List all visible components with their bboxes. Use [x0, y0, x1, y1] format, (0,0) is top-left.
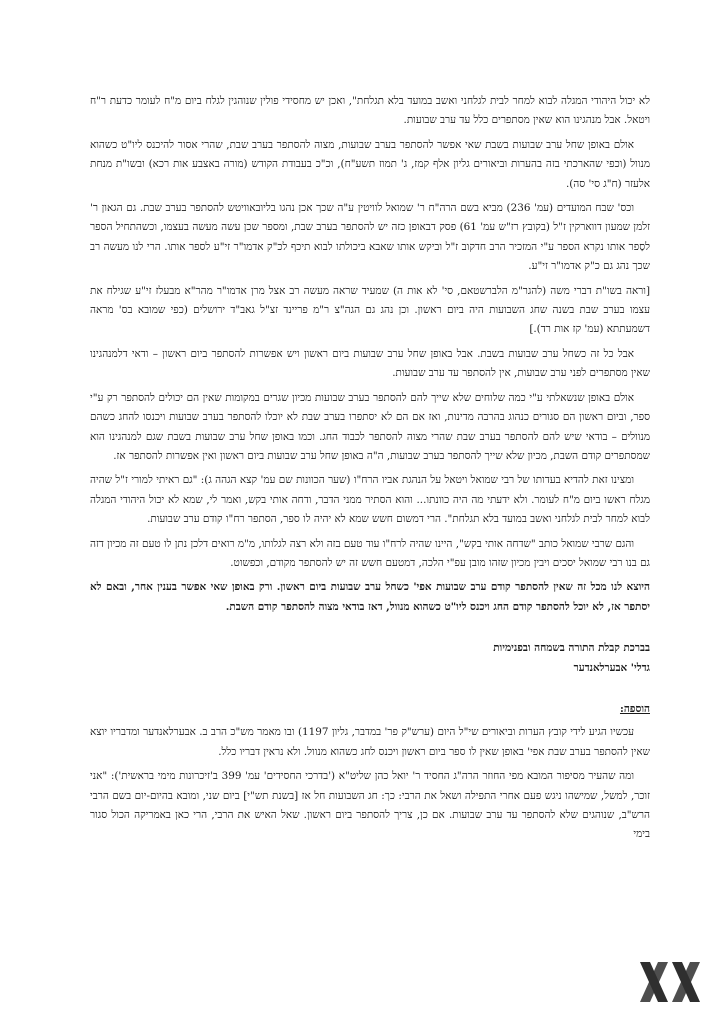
publisher-logo-icon: [636, 956, 706, 1008]
body-paragraph: אולם באופן שנשאלתי ע"י כמה שלוחים שלא שייך להם להסתפר בערב שבועות מכיון שגרים במקומות שאין הם יכולים להסתפר רק ע"י ספר, וביום ראשון הם סגורים כנהוג בהרבה מדינות, ואז אם הם לא יסתפרו בערב שבת לא יוכלו להסתפר בערב שבועות ויכנסו להחג כשהם מנוולים – בודאי שיש להם להסתפר בערב שבת שהרי מצוה להסתפר לכבוד החג. וכמו באופן שחל ערב שבועות בשבת שגם למנהגינו הוא שמסתפרים קודם השבת, מכיון שלא שייך להסתפר בערב שבועות, ה"ה באופן שחל ערב שבועות ביום ראשון ואין אפשרות להסתפר אז.: [90, 391, 650, 462]
document-page: [90, 92, 650, 992]
closing-blessing: בברכת קבלת התורה בשמחה ובפנימיות: [493, 642, 650, 655]
addendum-paragraph: ומה שהעיר מסיפור המובא מפי החוזר הרה"ג החסיד ר' יואל כהן שליט"א ('בדרכי החסידים' עמ' 399 ב'זיכרונות מימי בראשית'): "אני זוכר, למשל, שמישהו ניגש פעם אחרי התפילה ושאל את הרבי: כך: חג השבועות חל אז [בשנת תש"י] ביום שני, ומובא בהיום-יום בשם הרבי הרש"ב, שנוהגים שלא להסתפר עד ערב שבועות. אם כן, צריך להסתפר ביום ראשון. שאל האיש את הרבי, הרי כאן באמריקה הכול סגור בימי: [90, 770, 650, 841]
body-paragraph: וכס' שבח המועדים (עמ' 236) מביא בשם הרה"ח ר' שמואל לוויטין ע"ה שכך אכן נהגו בליובאוויטש להסתפר בערב שבת. גם הגאון ר' זלמן שמעון דווארקין ז"ל (בקובץ רז"ש עמ' 61) פסק דבאופן כזה יש להסתפר בערב שבת, ומספר שכן עשה מעשה בעצמו, וכשהתחיל הספר לסַפר אותו נקרא הספר ע"י המזכיר הרב חדקוב ז"ל וביקש אותו שאבא ביכולתו לבוא תיכף לכ"ק אדמו"ר זי"ע לספר אותו. הרי לנו מעשה רב שכך נהג גם כ"ק אדמו"ר זי"ע.: [90, 202, 650, 273]
body-paragraph: אבל כל זה כשחל ערב שבועות בשבת. אבל באופן שחל ערב שבועות ביום ראשון ויש אפשרות להסתפר ביום ראשון – ודאי דלמנהגינו שאין מסתפרים לפני ערב שבועות, אין להסתפר עד ערב שבועות.: [90, 347, 650, 380]
conclusion-paragraph: היוצא לנו מכל זה שאין להסתפר קודם ערב שבועות אפי' כשחל ערב שבועות ביום ראשון. ורק באופן שאי אפשר בענין אחר, ובאם לא יסתפר אז, לא יוכל להסתפר קודם החג ויכנס ליו"ט כשהוא מנוול, דאז בודאי מצוה להסתפר קודם השבת.: [90, 581, 650, 613]
body-paragraph: [וראה בשו"ת דברי משה (להגר"מ הלברשטאם, סי' לא אות ה) שמעיד שראה מעשה רב אצל מרן אדמו"ר מהר"א מבעלז זי"ע שגילח את עצמו בערב שבת בשנה שחג השבועות היה ביום ראשון. וכן נהג גם הגה"צ ר"מ פריינד זצ"ל גאב"ד ירושלים (כפי שמובא בס' מראה דשמעתתא (עמ' קז אות רד).]: [90, 284, 650, 336]
body-paragraph: והגם שרבי שמואל כותב "שדחה אותי בקש", היינו שהיה לרח"ו עוד טעם בזה ולא רצה לגלותו, מ"מ רואים דלכן נתן לו טעם זה מכיון דזה גם בנו רבי שמואל יסכים ויבין מכיון שזהו מובן עפ"י הלכה, דמטעם חשש זה יש להסתפר מקודם, וכפשוט.: [90, 537, 650, 569]
body-paragraph: לא יכול היהודי המגלה לבוא למחר לבית לגלחני ואשב במועד בלא תגלחת", ואכן יש מחסידי פולין שנוהגין לגלח ביום מ"ח לעומר כדעת ר"ח ויטאל. אבל מנהגינו הוא שאין מסתפרים כלל עד ערב שבועות.: [90, 95, 650, 127]
signature: גדלי' אבערלאנדער: [573, 661, 650, 674]
addendum-paragraph: עכשיו הגיע לידי קובץ הערות וביאורים שי"ל היום (ערש"ק פר' במדבר, גליון 1197) ובו מאמר מש"כ הרב ב. אבערלאנדער ומדבריו יוצא שאין להסתפר בערב שבת אפי' באופן שאין לו ספר ביום ראשון ויכנס לחג כשהוא מנוול. ולא נראין דבריו כלל.: [90, 726, 650, 758]
body-paragraph: ומצינו זאת להדיא בעדותו של רבי שמואל ויטאל על הנהגת אביו הרח"ו (שער הכוונות שם עמ' קצא הגהה ג): "גם ראיתי למורי ז"ל שהיה מגלח ראשו ביום מ"ח לעומר. ולא ידעתי מה היה כוונתו... והוא הסתיר ממני הדבר, ודחה אותי בקש, ואמר לי, שמא לא יכול היהודי המגלה לבוא למחר לבית לגלחני ואשב במועד בלא תגלחת". הרי דמשום חשש שמא לא יהיה לו ספר, הסתפר רח"ו קודם ערב שבועות.: [90, 474, 650, 526]
body-paragraph: אולם באופן שחל ערב שבועות בשבת שאי אפשר להסתפר בערב שבועות, מצוה להסתפר בערב שבת, שהרי אסור להיכנס ליו"ט כשהוא מנוול (וכפי שהארכתי בזה בהערות וביאורים גליון אלף קמז, ג' תמוז תשע"ח), וכ"כ בעבודת הקודש (מורה באצבע אות רכא) ובשו"ת מנחת אלעזר (ח"ג סי' סה).: [90, 138, 650, 190]
addendum-heading: הוספה:: [619, 702, 650, 715]
